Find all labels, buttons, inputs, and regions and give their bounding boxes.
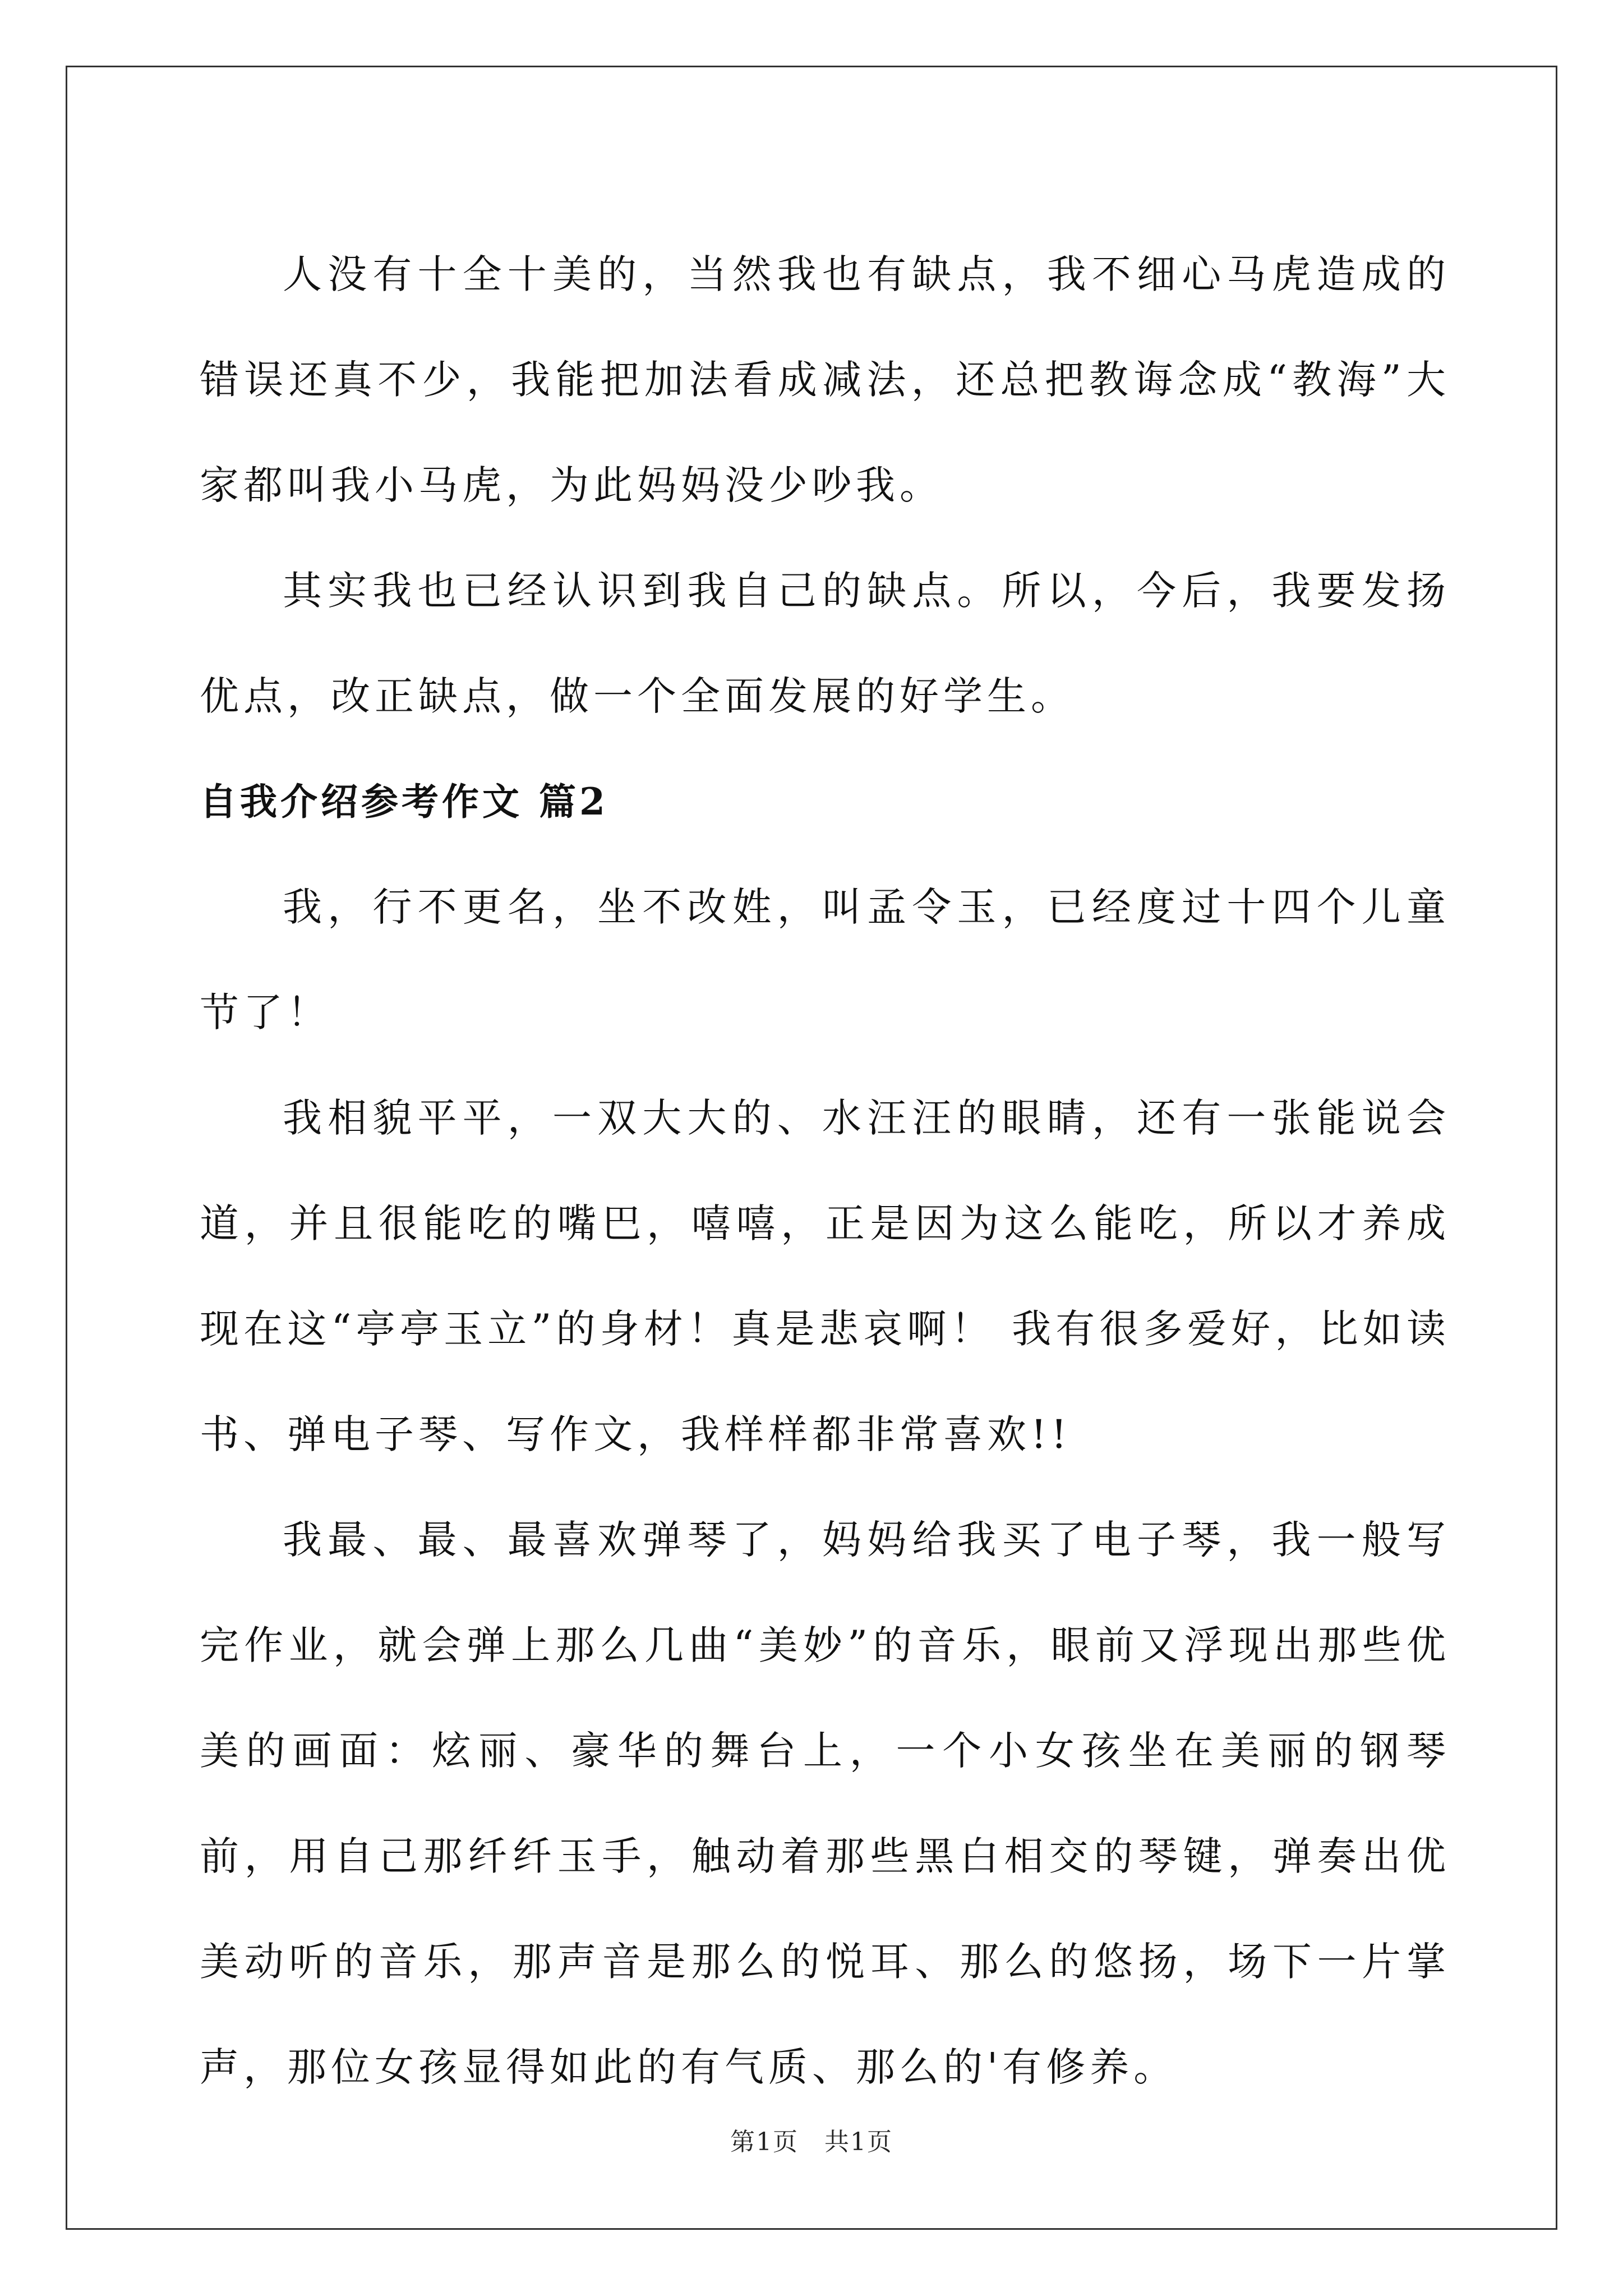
document-body [200, 222, 1450, 2120]
paragraph-appearance: 我相貌平平，一双大大的、水汪汪的眼睛，还有一张能说会道，并且很能吃的嘴巴，嘻嘻，正是因为这么能吃，所以才养成现在这“亭亭玉立”的身材！真是悲哀啊！ 我有很多爱好，比如读书、弹电子琴、写作文，我样样都非常喜欢!! [200, 1095, 1450, 1457]
paragraph-resolution: 其实我也已经认识到我自己的缺点。所以，今后，我要发扬优点，改正缺点，做一个全面发展的好学生。 [200, 568, 1450, 719]
paragraph-shortcomings: 人没有十全十美的，当然我也有缺点，我不细心马虎造成的错误还真不少，我能把加法看成减法，还总把教诲念成“教海”大家都叫我小马虎，为此妈妈没少吵我。 [200, 251, 1450, 508]
paragraph-intro: 我，行不更名，坐不改姓，叫孟令玉，已经度过十四个儿童节了！ [200, 884, 1450, 1036]
section-heading: 自我介绍参考作文 篇2 [200, 780, 608, 823]
paragraph-piano: 我最、最、最喜欢弹琴了，妈妈给我买了电子琴，我一般写完作业，就会弹上那么几曲“美妙”的音乐，眼前又浮现出那些优美的画面：炫丽、豪华的舞台上，一个小女孩坐在美丽的钢琴前，用自己那纤纤玉手，触动着那些黑白相交的琴键，弹奏出优美动听的音乐，那声音是那么的悦耳、那么的悠扬，场下一片掌声，那位女孩显得如此的有气质、那么的'有修养。 [200, 1517, 1450, 2090]
page-number: 第1页 共1页 [730, 2128, 893, 2156]
